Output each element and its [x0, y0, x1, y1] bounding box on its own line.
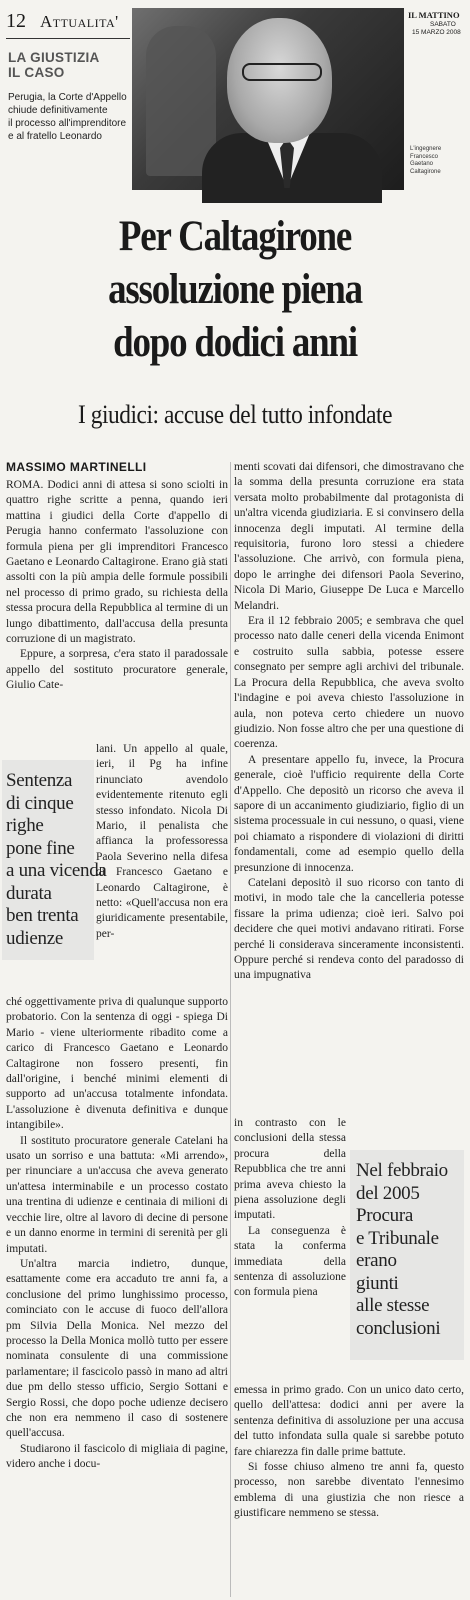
summary-line: il processo all'imprenditore — [8, 118, 127, 129]
paragraph: Eppure, a sorpresa, c'era stato il paradossale appello del sostituto procuratore generale, Giulio Cate- — [6, 648, 228, 692]
publication-date: 15 MARZO 2008 — [412, 29, 461, 36]
pull-quote-line: del 2005 — [356, 1182, 420, 1204]
headline-line: dopo dodici anni — [113, 319, 357, 366]
article-column-right-bottom — [234, 1383, 464, 1595]
paragraph: menti scovati dai difensori, che dimostravano che la somma della presunta corruzione era stata versata molto probabilmente dal protagonista di un'altra vicenda giudiziaria. E si convinsero della innocenza degli imputati. Al termine della requisitoria, furono loro stessi a chiedere l'assoluzione. Che arrivò, con formula piena, dopo le arringhe dei difensori Paola Severino, Nicola Di Mario, Giuseppe De Luca e Marcello Melandri. — [234, 461, 464, 612]
section-rule — [6, 38, 130, 39]
pull-quote-line: righe — [6, 815, 44, 836]
article-column-left-middle — [96, 742, 228, 994]
pull-quote-line: durata — [6, 882, 52, 904]
pull-quote-line: ben trenta — [6, 905, 79, 926]
pull-quote-line: pone fine — [6, 837, 75, 859]
headline-line: Per Caltagirone — [118, 213, 352, 260]
summary-line: Perugia, la Corte d'Appello — [8, 92, 127, 103]
headline — [33, 210, 437, 369]
paragraph: Catelani depositò il suo ricorso con tanto di motivi, in modo tale che la cancelleria potesse fissare la prima udienza; cioè ieri. Salvo poi decidere che quei motivi andavano ritirati. Forse perché li considerava sinceramente inconsistenti. Oppure perché si rendeva conto del paradosso di una impugnativa — [234, 876, 464, 982]
summary-line: e al fratello Leonardo — [8, 131, 102, 142]
paragraph: Studiarono il fascicolo di migliaia di pagine, videro anche i docu- — [6, 1442, 228, 1471]
publication-day: SABATO — [430, 21, 456, 28]
pull-quote-left — [6, 770, 107, 950]
article-column-left-top — [6, 478, 228, 740]
caption-line: L'ingegnere — [410, 146, 442, 152]
section-title: Attualita' — [40, 12, 119, 31]
paragraph: emessa in primo grado. Con un unico dato certo, quello dell'attesa: dodici anni per avere la sentenza definitiva di assoluzione per una accusa del tutto infondata sulla quale si sarebbe potuto fare chiarezza fin dalle prime battute. — [234, 1384, 464, 1458]
pull-quote-line: Nel febbraio — [356, 1160, 448, 1181]
pull-quote-line: di cinque — [6, 792, 74, 814]
column-divider — [230, 462, 231, 1597]
summary-line: chiude definitivamente — [8, 105, 108, 116]
pull-quote-line: alle stesse — [356, 1295, 430, 1316]
pull-quote-line: e Tribunale — [356, 1227, 439, 1249]
glasses-shape — [242, 63, 322, 81]
byline: MASSIMO MARTINELLI — [6, 460, 147, 474]
pull-quote-line: giunti — [356, 1272, 399, 1294]
pull-quote-line: Procura — [356, 1205, 413, 1226]
article-column-right-top — [234, 460, 464, 1110]
subheadline: I giudici: accuse del tutto infondate — [77, 400, 393, 429]
portrait-photo — [132, 8, 404, 190]
page-number: 12 — [6, 10, 26, 32]
pull-quote-line: udienze — [6, 927, 63, 949]
paragraph: ché oggettivamente priva di qualunque supporto probatorio. Con la sentenza di oggi - spiega Di Mario - viene ulteriormente ribadito come a carico di Francesco Gaetano e Leonardo Caltagirone non fossero presenti, fin dall'origine, i benché minimi elementi di supporto ad un'accusa totalmente infondata. L'assoluzione è divenuta definitiva e dunque intangibile». — [6, 996, 228, 1132]
pull-quote-line: conclusioni — [356, 1317, 441, 1339]
caption-line: Caltagirone — [410, 168, 441, 175]
newspaper-name: IL MATTINO — [408, 10, 460, 20]
headline-line: assoluzione piena — [108, 266, 362, 313]
paragraph: Era il 12 febbraio 2005; e sembrava che quel processo nato dalle ceneri della vicenda Enimont e costruito sulla sabbia, potesse essere consegnato per sempre agli archivi del tribunale. La Procura della Repubblica, che aveva svolto l'indagine e poi aveva chiesto l'assoluzione in aula, non poteva certo chiedere un nuovo giudizio. Non fosse altro che per una questione di coerenza. — [234, 615, 464, 751]
background-figure — [146, 26, 216, 176]
kicker-line: LA GIUSTIZIA — [8, 50, 100, 65]
pull-quote-line: a una vicenda — [6, 860, 107, 881]
caption-line: Francesco — [410, 153, 439, 160]
pull-quote-line: erano — [356, 1250, 397, 1271]
paragraph: Un'altra marcia indietro, dunque, esattamente come era accaduto tre anni fa, a conclusione del primo lunghissimo processo, cominciato con le accuse di fuoco dell'allora pm Silvia Della Monica. Nel mezzo del processo la Della Monica mollò tutto per essere nominata consulente di una commissione parlamentare; il fascicolo passò in mano ad altri due pm dello stesso ufficio, Sergio Sottani e Sergio Rossi, che dopo poche udienze decisero che non era nemmeno il caso di sostenere quell'accusa. — [6, 1257, 228, 1440]
masthead — [0, 0, 470, 195]
paragraph: La conseguenza è stata la conferma immediata della sentenza di assoluzione con formula piena — [234, 1224, 346, 1299]
pull-quote-right — [356, 1160, 464, 1340]
paragraph: Il sostituto procuratore generale Catelani ha usato un sorriso e una battuta: «Mi arrendo», per rinunciare a un'accusa che aveva generato un'attesa interminabile e un processo costato una trentina di udienze e centinaia di milioni di vecchie lire, oltre al lavoro di decine di persone e un danno enorme in termini di serenità per gli imputati. — [6, 1134, 228, 1255]
paragraph: A presentare appello fu, invece, la Procura generale, cioè l'ufficio requirente della Corte d'Appello. Che depositò un ricorso che aveva il sapore di un accanimento giudiziario, figlio di un sistema processuale in cui nessuno, o quasi, viene poi chiamato a rispondere di violazioni di diritti fondamentali, come ad esempio quello della presunzione di innocenza. — [234, 753, 464, 874]
article-column-right-middle — [234, 1116, 346, 1299]
pull-quote-line: Sentenza — [6, 770, 73, 791]
kicker-line: IL CASO — [8, 65, 65, 80]
caption-line: Gaetano — [410, 161, 434, 167]
kicker — [8, 50, 100, 80]
article-column-left-bottom — [6, 995, 228, 1595]
paragraph: Si fosse chiuso almeno tre anni fa, questo processo, non sarebbe diventato l'ennesimo emblema di una giustizia che non riesce a giustificare nemmeno se stessa. — [234, 1461, 464, 1520]
paragraph: in contrasto con le conclusioni della stessa procura della Repubblica che tre anni prima aveva chiesto la piena assoluzione degli imputati. — [234, 1117, 346, 1222]
paragraph: lani. Un appello al quale, ieri, il Pg ha infine rinunciato avendolo evidentemente ritenuto egli stesso infondato. Nicola Di Mario, il penalista che affianca la professoressa Paola Severino nella difesa di Francesco Gaetano e Leonardo Caltagirone, è netto: «Quell'accusa non era giuridicamente presentabile, per- — [96, 743, 228, 940]
photo-caption — [410, 146, 441, 176]
summary — [8, 91, 132, 143]
paragraph: ROMA. Dodici anni di attesa si sono sciolti in quattro righe scritte a penna, quando ieri mattina i giudici della Corte d'appello di Perugia hanno confermato l'assoluzione con formula piena per gli imprenditori Francesco Gaetano e Leonardo Caltagirone. Erano già stati assolti con la più ampia delle formule possibili nel processo di primo grado, su richiesta della stessa procura della Repubblica al termine di un lungo dibattimento, dall'accusa della presunta corruzione di un magistrato. — [6, 479, 228, 646]
